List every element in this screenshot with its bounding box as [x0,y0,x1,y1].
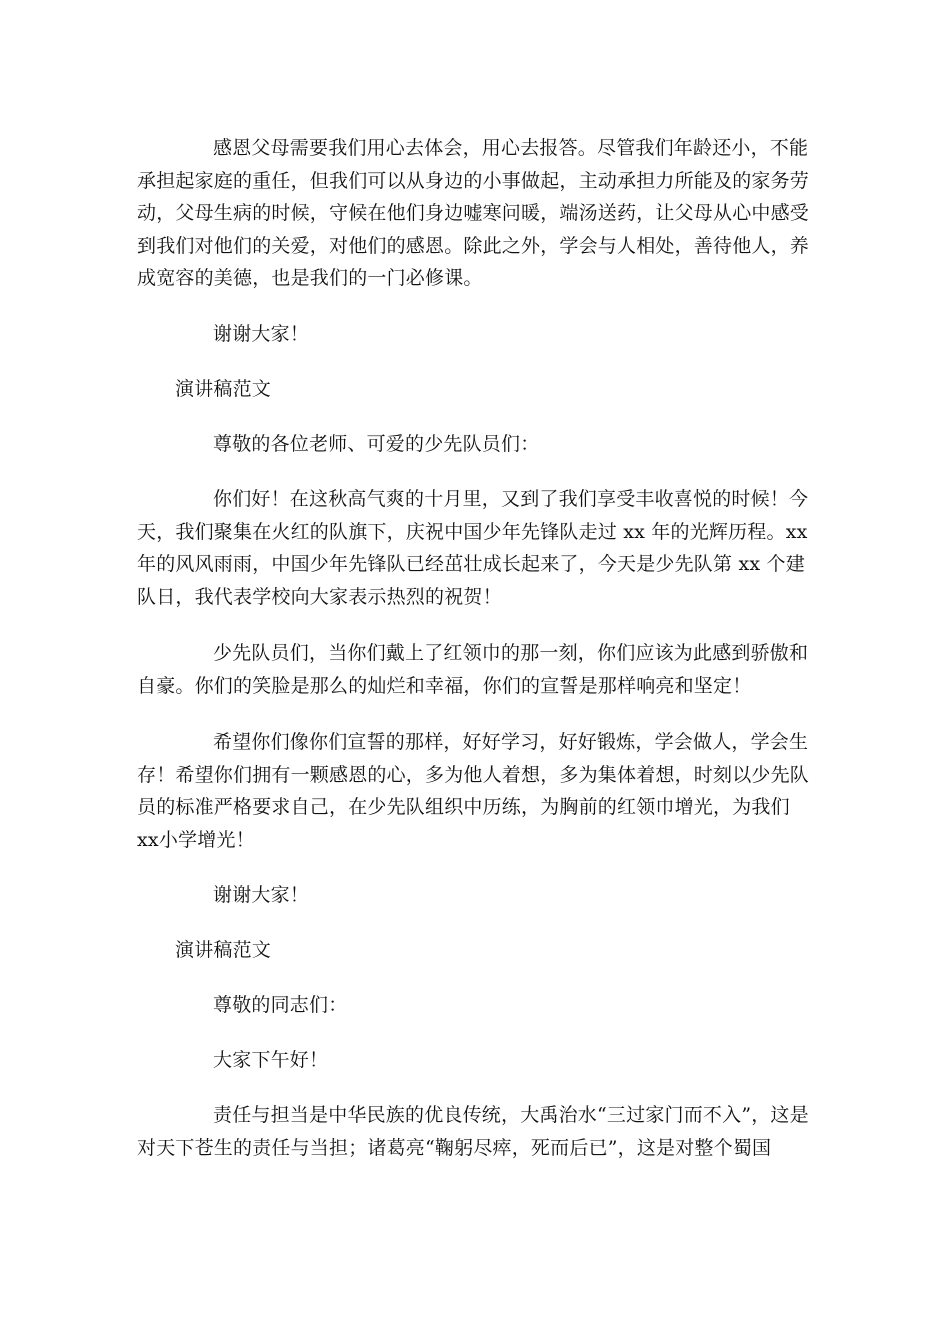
paragraph-hope [137,726,815,856]
paragraph-salutation-1 [137,428,815,461]
text-line: 少先队员们，当你们戴上了红领巾的那一刻，你们应该为此感到骄傲和 [213,642,809,664]
text-line: 责任与担当是中华民族的优良传统，大禹治水“三过家门而不入”，这 [213,1104,790,1126]
section-heading-1 [175,373,271,406]
paragraph-greeting-1 [137,483,815,613]
text-line: 谢谢大家！ [213,884,310,906]
paragraph-responsibility [137,1099,815,1164]
paragraph-gratitude [137,132,815,295]
text-line: 到我们对他们的关爱，对他们的感恩。除此之外，学会与人相处，善待他人，养 [137,234,810,257]
text-line: 尊敬的同志们： [213,994,348,1016]
text-line: 动，父母生病的时候，守候在他们身边嘘寒问暖，端汤送药，让父母从心中感受 [137,202,810,225]
paragraph-salutation-2 [137,989,815,1022]
text-line: 员的标准严格要求自己，在少先队组织中历练，为胸前的红领巾增光，为我们 xx [137,796,790,851]
section-heading-2 [175,934,271,967]
paragraph-scarf [137,637,815,702]
text-line: 尊敬的各位老师、可爱的少先队员们： [213,433,540,455]
text-line: 感恩父母需要我们用心去体会，用心去报答。尽管我们年龄还小，不能 [213,137,809,159]
heading-text: 演讲稿范文 [175,378,272,400]
text-line: 希望你们像你们宣誓的那样，好好学习，好好锻炼，学会做人，学会生 [213,731,809,753]
text-line: 天，我们聚集在火红的队旗下，庆祝中国少年先锋队走过 xx 年的光辉历程。xx [137,520,808,543]
text-line: 你们好！在这秋高气爽的十月里，又到了我们享受丰收喜悦的时候！今 [213,488,809,510]
paragraph-greeting-2 [137,1044,815,1077]
text-line: 小学增光！ [158,828,255,851]
text-line: 成宽容的美德，也是我们的一门必修课。 [137,267,483,290]
text-line: 承担起家庭的重任，但我们可以从身边的小事做起，主动承担力所能及的家务劳 [137,169,810,192]
text-line: 是对天下苍生的责任与当担；诸葛亮“鞠躬尽瘁，死而后已”，这是对整个蜀国 [137,1104,809,1159]
text-line: 日，我代表学校向大家表示热烈的祝贺！ [156,585,502,608]
heading-text: 演讲稿范文 [175,939,272,961]
text-line: 年的风风雨雨，中国少年先锋队已经茁壮成长起来了，今天是少先队第 xx 个建队 [137,553,805,608]
text-line: 谢谢大家！ [213,323,310,345]
text-line: 大家下午好！ [213,1049,329,1071]
text-line: 自豪。你们的笑脸是那么的灿烂和幸福，你们的宣誓是那样响亮和坚定！ [137,674,752,697]
text-line: 存！希望你们拥有一颗感恩的心，多为他人着想，多为集体着想，时刻以少先队 [137,763,810,786]
paragraph-thanks-2 [137,879,815,912]
paragraph-thanks-1 [137,318,815,351]
